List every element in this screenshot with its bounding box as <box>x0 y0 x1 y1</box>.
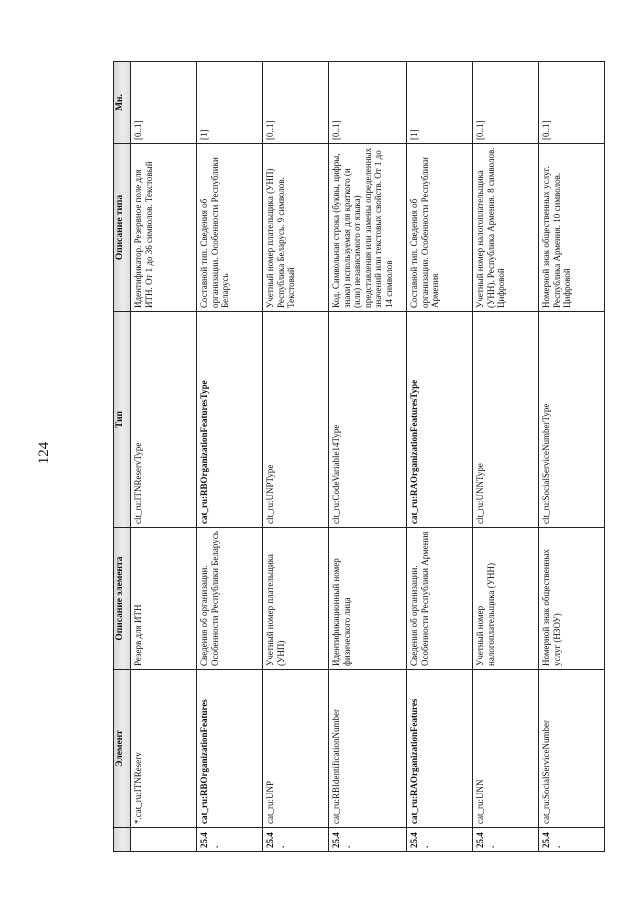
table-row <box>407 62 473 852</box>
table-row <box>329 62 407 852</box>
element-name: *.cat_ru:ITNReserv <box>131 670 197 828</box>
type-name: clt_ru:CodeVariable14Type <box>329 312 407 528</box>
multiplicity: [0..1] <box>329 62 407 144</box>
element-name: cat_ru:RAOrganizationFeatures <box>407 670 473 828</box>
element-description: Резерв для ИТН <box>131 528 197 670</box>
rotated-table-frame <box>113 62 572 852</box>
type-description <box>131 144 197 312</box>
header-multiplicity: Мн. <box>114 62 131 144</box>
element-description: Номерной знак общественных услуг (НЗОУ) <box>539 528 605 670</box>
row-number: 25.4. <box>407 828 473 852</box>
page-number: 124 <box>36 441 52 465</box>
element-name: cat_ru:RBIdentificationNumber <box>329 670 407 828</box>
element-spec-table <box>113 61 605 852</box>
type-description-text: Номерной знак общественных услуг. Республика Армения. 10 символов. Цифровой <box>541 166 572 308</box>
row-number <box>131 828 197 852</box>
element-description: Сведения об организации. Особенности Республики Армения <box>407 528 473 670</box>
element-name: cat_ru:SocialServiceNumber <box>539 670 605 828</box>
type-description <box>407 144 473 312</box>
type-description <box>263 144 329 312</box>
table-row <box>131 62 197 852</box>
table-container <box>113 62 572 852</box>
table-row <box>539 62 605 852</box>
row-number: 25.4. <box>263 828 329 852</box>
element-description: Учетный номер плательщика (УНП) <box>263 528 329 670</box>
table-row <box>473 62 539 852</box>
type-description <box>473 144 539 312</box>
table-row <box>197 62 263 852</box>
type-name: clt_ru:UNPType <box>263 312 329 528</box>
type-description-text: Идентификатор. Резервное поле для ИТН. От 1 до 36 символов. Текстовый <box>133 161 154 308</box>
multiplicity: [0..1] <box>131 62 197 144</box>
header-element: Элемент <box>114 670 131 828</box>
type-name: clt_ru:SocialServiceNumberType <box>539 312 605 528</box>
row-number: 25.4. <box>197 828 263 852</box>
multiplicity: [0..1] <box>473 62 539 144</box>
type-description <box>197 144 263 312</box>
multiplicity: [1] <box>197 62 263 144</box>
header-type: Тип <box>114 312 131 528</box>
table-header-row <box>114 62 131 852</box>
type-description-text: Учетный номер плательщика (УНП) Республика Беларусь. 9 символов. Текстовый <box>265 168 296 308</box>
element-name: cat_ru:RBOrganizationFeatures <box>197 670 263 828</box>
element-description: Идентификационный номер физического лица <box>329 528 407 670</box>
header-type-description: Описание типа <box>114 144 131 312</box>
type-name: clt_ru:UNNType <box>473 312 539 528</box>
multiplicity: [0..1] <box>539 62 605 144</box>
table-row <box>263 62 329 852</box>
element-name: cat_ru:UNP <box>263 670 329 828</box>
header-num <box>114 828 131 852</box>
type-name: cat_ru:RAOrganizationFeaturesType <box>407 312 473 528</box>
multiplicity: [1] <box>407 62 473 144</box>
row-number: 25.4. <box>329 828 407 852</box>
type-description-text: Составной тип. Сведения об организации. Особенности Республики Беларусь <box>199 157 230 308</box>
row-number: 25.4. <box>539 828 605 852</box>
header-element-description: Описание элемента <box>114 528 131 670</box>
type-name: cat_ru:RBOrganizationFeaturesType <box>197 312 263 528</box>
element-description: Учетный номер налогоплательщика (УНН) <box>473 528 539 670</box>
type-description-text: Составной тип. Сведения об организации. Особенности Республики Армения <box>409 157 440 308</box>
type-description-text: Учетный номер налогоплательщика (УНН). Республика Армения. 8 символов. Цифровой <box>475 147 506 308</box>
type-description-text: Код. Символьная строка (буквы, цифры, знаки) используемая для краткого (и (или) независимого от языка) представления или замены определенных значений или текстовых свойств. От 1 до 14 символов <box>331 147 394 308</box>
row-number: 25.4. <box>473 828 539 852</box>
element-name: cat_ru:UNN <box>473 670 539 828</box>
element-description: Сведения об организации. Особенности Республики Беларусь <box>197 528 263 670</box>
type-description <box>539 144 605 312</box>
type-name: clt_ru:ITNReservType <box>131 312 197 528</box>
type-description <box>329 144 407 312</box>
multiplicity: [0..1] <box>263 62 329 144</box>
